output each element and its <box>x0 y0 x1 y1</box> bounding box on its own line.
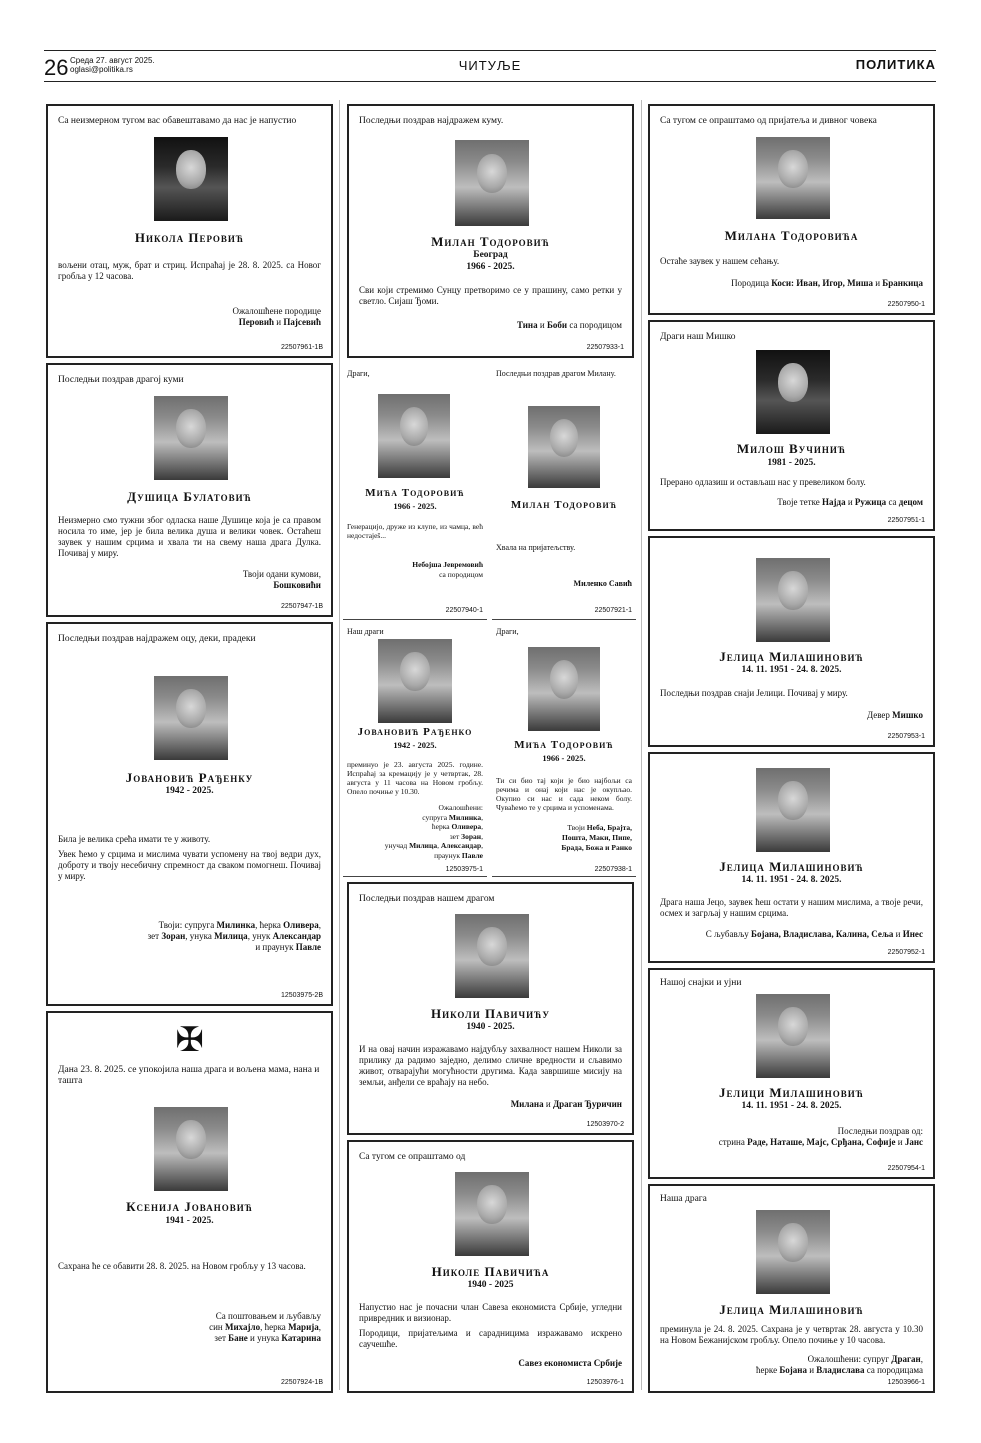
obituary-signature <box>706 929 923 940</box>
page-header <box>44 50 936 82</box>
obituary-jovanovic-radjenko-2 <box>343 623 487 877</box>
newspaper-logo: ПОЛИТИКА <box>855 57 936 72</box>
ad-code: 12503976-1 <box>586 1379 624 1386</box>
obituary-intro: Драги, <box>347 369 370 378</box>
obituary-intro: Драги, <box>496 627 519 636</box>
ad-code: 22507953-1 <box>887 733 925 740</box>
life-years: 14. 11. 1951 - 24. 8. 2025. <box>741 665 842 675</box>
ad-code: 22507940-1 <box>445 607 483 614</box>
signature-family: Милинка <box>448 812 482 822</box>
signature-family: Раде, Наташе, Мајс, Срђана, Софије <box>747 1137 896 1147</box>
obituary-text: Ти си био тај који је био најбољи са речима и онај који нас је окупљао. Окупио си нас и сада неком болу. Чуваћемо те у срцима и успоменама. <box>496 776 632 812</box>
ad-code: 12503966-1 <box>887 1379 925 1386</box>
portrait-photo <box>154 396 228 480</box>
obituary-text: вољени отац, муж, брат и стриц. Испраћај је 28. 8. 2025. са Новог гробља у 12 часова. <box>58 260 321 281</box>
place: Београд <box>473 250 508 260</box>
signature-family: Оливера <box>283 920 319 930</box>
signature-line <box>756 1354 923 1365</box>
obituary-intro: Са тугом се опраштамо од пријатеља и дивног човека <box>660 116 877 126</box>
signature-text: и <box>806 1365 817 1375</box>
ad-code: 22507954-1 <box>887 1165 925 1172</box>
signature-text: ћерке <box>755 1365 780 1375</box>
obituary-ksenija-jovanovic <box>46 1011 333 1393</box>
signature-text: праунук <box>434 850 462 860</box>
obituary-intro: Последњи поздрав драгом Милану. <box>496 369 616 378</box>
signature-text: Твоји: супруга <box>158 920 217 930</box>
obituary-jelica-milasinovic <box>648 536 935 747</box>
signature-family: Бане <box>228 1333 248 1343</box>
signature-line: Ожалошћени: <box>438 803 483 812</box>
signature-text: и <box>537 320 547 330</box>
ad-code: 12503975-2В <box>280 992 323 999</box>
obituary-intro: Последњи поздрав најдражем куму. <box>359 116 504 126</box>
obituary-text: Неизмерно смо тужни због одласка наше Душице која је са правом носила то име, јер је била велика душа и велики човек. Остаћеш заувек у нашим срцима и хвала ти на свему наша драга Дулка. Почивај у миру. <box>58 515 321 558</box>
signature-text: , <box>481 822 483 831</box>
deceased-name: Јелица Милашиновић <box>719 649 864 664</box>
life-years: 1966 - 2025. <box>466 262 515 272</box>
orthodox-cross-icon: ✠ <box>175 1020 204 1060</box>
signature-family: Поштa, Маки, Пипе, <box>561 833 632 842</box>
signature-text: и праунук <box>255 942 296 952</box>
signature-family: Небојша Јевремовић <box>412 560 483 569</box>
signature-line <box>385 832 483 842</box>
signature-text: , <box>481 812 483 822</box>
signature-line <box>561 833 632 843</box>
signature-text: зет <box>214 1333 229 1343</box>
signature-family: Павле <box>295 942 321 952</box>
life-years: 1940 - 2025 <box>467 1280 514 1290</box>
signature-text: зет <box>147 931 162 941</box>
obituary-intro: Са неизмерном тугом вас обавештавамо да нас је напустио <box>58 116 297 126</box>
signature-text: и унука <box>247 1333 282 1343</box>
life-years: 1966 - 2025. <box>542 753 586 763</box>
obituary-text: Остаће заувек у нашем сећању. <box>660 256 780 266</box>
signature-family: Бошковићи <box>273 580 321 590</box>
obituary-signature <box>756 1354 923 1376</box>
portrait-photo <box>528 406 600 488</box>
obituary-signature <box>232 306 321 328</box>
obituary-intro: Драги наш Мишко <box>660 332 736 342</box>
obituary-nikola-pavicic <box>347 882 634 1135</box>
life-years: 1942 - 2025. <box>165 786 214 796</box>
obituary-text: преминуо је 23. августа 2025. године. Испраћај за кремацију је у четвртак, 28. августа у 11 часова на Новом гробљу. Опело почиње у 10.30. <box>347 760 483 796</box>
obituary-signature <box>511 1099 622 1110</box>
signature-line: са породицом <box>439 570 483 579</box>
deceased-name: Јелица Милашиновић <box>719 1302 864 1317</box>
signature-text: и <box>845 497 855 507</box>
obituary-text: Напустио нас је почасни члан Савеза економиста Србије, угледни привредник и визионар. <box>359 1302 622 1323</box>
obituary-text: Била је велика срећа имати те у животу. <box>58 834 211 844</box>
obituary-intro: Нашој снајки и ујни <box>660 978 742 988</box>
portrait-photo <box>455 140 529 226</box>
signature-family: Миленко Савић <box>573 579 632 588</box>
obituary-signature <box>243 569 321 591</box>
signature-text: Породица <box>731 278 772 288</box>
portrait-photo <box>756 994 830 1078</box>
portrait-photo <box>378 394 450 478</box>
signature-family: Мишко <box>892 710 923 720</box>
deceased-name: Милана Тодоровића <box>724 228 859 243</box>
obituary-jelica-milasinovic-3 <box>648 1184 935 1393</box>
obituary-signature <box>412 560 483 580</box>
signature-family: Ружица <box>854 497 887 507</box>
signature-line: Последњи поздрав од: <box>837 1126 923 1136</box>
signature-family: Тина <box>516 320 538 330</box>
signature-text: , <box>920 1354 923 1364</box>
signature-family: Зоран <box>161 931 186 941</box>
signature-line <box>385 841 483 851</box>
signature-text: унучад <box>384 841 410 850</box>
column-divider <box>339 100 340 1390</box>
deceased-name: Милан Тодоровић <box>510 499 618 511</box>
signature-family: децом <box>898 497 923 507</box>
deceased-name: Мића Тодоровић <box>365 487 465 499</box>
life-years: 1966 - 2025. <box>393 501 437 511</box>
signature-family: Најда <box>822 497 846 507</box>
signature-text: , ћерка <box>260 1322 289 1332</box>
obituary-milan-todorovic <box>347 104 634 358</box>
ad-code: 22507933-1 <box>586 344 624 351</box>
portrait-photo <box>528 647 600 731</box>
signature-text: , унук <box>247 931 273 941</box>
signature-family: Катарина <box>281 1333 321 1343</box>
signature-text: , <box>318 1322 321 1332</box>
obituary-milos-vucinic <box>648 320 935 531</box>
signature-text: са породицама <box>864 1365 923 1375</box>
signature-family: Боби <box>546 320 568 330</box>
signature-line <box>756 1365 923 1376</box>
signature-line: Са поштовањем и љубављу <box>215 1311 321 1321</box>
obituary-text: Драга наша Јецо, заувек ћеш остати у нашим мислима, а твоје речи, осмех и загрљај у нашим срцима. <box>660 897 923 918</box>
portrait-photo <box>378 639 452 723</box>
signature-family: Драган <box>891 1354 921 1364</box>
obituary-text: Сви који стремимо Сунцу претворимо се у прашину, само ретки у светло. Сијаш Ђоми. <box>359 285 622 306</box>
signature-text: Девер <box>866 710 893 720</box>
signature-joiner: и <box>274 317 284 327</box>
obituary-signature <box>385 803 483 860</box>
signature-line <box>148 942 321 953</box>
signature-line: Твоји одани кумови, <box>242 569 321 579</box>
signature-text: С љубављу <box>705 929 752 939</box>
portrait-photo <box>756 350 830 434</box>
obituary-text: Сахрана ће се обавити 28. 8. 2025. на Новом гробљу у 13 часова. <box>58 1261 306 1271</box>
signature-family: Неба, Брајта, <box>586 823 632 832</box>
signature-family: Зоран <box>461 831 482 841</box>
obituary-text: Увек ћемо у срцима и мислима чувати успомену на твој ведри дух, доброту и твоју несебичну спремност да сваком помогнеш. Почивај у миру. <box>58 849 321 881</box>
portrait-photo <box>455 914 529 998</box>
obituary-text: И на овај начин изражавамо најдубљу захвалност нашем Николи за прилику да радимо заједно, делимо сличне вредности и сљавимо живот, отварајући могућности другима. Када завршише мисију на земљи, анђели се враћају на небо. <box>359 1044 622 1087</box>
signature-text: син <box>209 1322 225 1332</box>
ad-code: 22507924-1В <box>280 1379 323 1386</box>
obituary-signature <box>148 920 321 953</box>
page-number: 26 <box>44 55 69 80</box>
signature-family: Коси: Иван, Игор, Миша <box>771 278 873 288</box>
signature-family: Пајсевић <box>283 317 321 327</box>
obituary-intro: Наша драга <box>660 1194 707 1204</box>
deceased-name: Душица Булатовић <box>127 489 252 504</box>
obituary-mica-todorovic <box>343 364 487 620</box>
deceased-name: Јелици Милашиновић <box>719 1085 864 1100</box>
obituary-jelici-milasinovic <box>648 968 935 1179</box>
deceased-name: Јовановић Рађенку <box>125 770 254 785</box>
portrait-photo <box>154 1107 228 1191</box>
signature-family: Милица <box>214 931 248 941</box>
portrait-photo <box>756 137 830 219</box>
ad-code: 22507951-1 <box>887 517 925 524</box>
signature-line <box>385 813 483 823</box>
portrait-photo <box>756 768 830 852</box>
portrait-photo <box>756 1210 830 1294</box>
obituary-intro: Наш драги <box>347 627 384 636</box>
obituary-signature <box>209 1311 321 1344</box>
signature-text: са <box>886 497 899 507</box>
obituary-text: Породици, пријатељима и сарадницима изражавамо искрено саучешће. <box>359 1328 622 1349</box>
signature-line <box>148 920 321 931</box>
signature-text: , <box>318 920 321 930</box>
deceased-name: Јовановић Рађенко <box>357 726 473 738</box>
obituary-text: Генерацијо, друже из клупе, из чамца, већ недостаješ... <box>347 522 483 540</box>
obituary-text: преминула је 24. 8. 2025. Сахрана је у четвртак 28. августа у 10.30 на Новом Бежанијском гробљу. Опело почиње у 10 часова. <box>660 1324 923 1345</box>
signature-family: Александар <box>440 841 482 850</box>
portrait-photo <box>756 558 830 642</box>
signature-family: Милица <box>409 841 438 850</box>
signature-text: Твоје тетке <box>777 497 823 507</box>
life-years: 1940 - 2025. <box>466 1022 515 1032</box>
signature-text: , унука <box>185 931 215 941</box>
obituary-signature <box>561 823 632 853</box>
ad-code: 22507921-1 <box>594 607 632 614</box>
obituary-mica-todorovic-2 <box>492 623 636 877</box>
signature-text: зет <box>449 831 462 841</box>
portrait-photo <box>154 137 228 221</box>
obituary-intro: Последњи поздрав нашем драгом <box>359 894 495 904</box>
signature-family: Оливера <box>451 822 482 831</box>
obituary-signature <box>517 320 622 331</box>
life-years: 14. 11. 1951 - 24. 8. 2025. <box>741 1101 842 1111</box>
life-years: 1941 - 2025. <box>165 1216 214 1226</box>
signature-text: и <box>895 1137 905 1147</box>
ad-code: 22507947-1В <box>280 603 323 610</box>
obituary-signature <box>731 278 923 289</box>
deceased-name: Никола Перовић <box>134 230 245 245</box>
signature-text: са породицом <box>567 320 622 330</box>
deceased-name: Јелица Милашиновић <box>719 859 864 874</box>
signature-text: и <box>872 278 883 288</box>
obituary-signature <box>867 710 923 721</box>
obituary-signature <box>719 1126 923 1148</box>
issue-date-text: Среда 27. август 2025. <box>70 56 155 65</box>
obituary-text: Прерано одлазиш и остављаш нас у превеликом болу. <box>660 477 866 487</box>
signature-line <box>412 560 483 570</box>
signature-family: Милана <box>510 1099 544 1109</box>
section-title: ЧИТУЉЕ <box>458 58 522 73</box>
ad-code: 12503975-1 <box>445 866 483 873</box>
signature-line <box>385 851 483 861</box>
signature-text: и <box>543 1099 553 1109</box>
obituary-jelica-milasinovic-2 <box>648 752 935 963</box>
obituary-bulatovic <box>46 363 333 617</box>
signature-text: , <box>481 831 483 841</box>
obituary-milan-todorovic-2 <box>492 364 636 620</box>
obituary-signature <box>518 1358 622 1369</box>
signature-line: Ожалошћене породице <box>232 306 321 316</box>
contact-email[interactable]: oglasi@politika.rs <box>70 65 133 74</box>
ad-code: 22507961-1В <box>280 344 323 351</box>
signature-family: Инес <box>902 929 923 939</box>
signature-text: Ожалошћени: супруг <box>807 1354 892 1364</box>
obituary-signature <box>777 497 923 508</box>
signature-family: Јанс <box>904 1137 923 1147</box>
deceased-name: Ксенија Јовановић <box>126 1199 253 1214</box>
signature-line <box>561 823 632 833</box>
ad-code: 12503970-2 <box>586 1121 624 1128</box>
signature-family: Александар <box>272 931 321 941</box>
signature-line <box>232 317 321 328</box>
signature-family: Перовић <box>238 317 275 327</box>
signature-family: Михајло <box>224 1322 261 1332</box>
ad-code: 22507938-1 <box>594 866 632 873</box>
signature-text: и <box>893 929 903 939</box>
signature-family: Владислава <box>816 1365 865 1375</box>
signature-text: , <box>437 841 441 850</box>
obituary-nikola-pavicic-2 <box>347 1140 634 1393</box>
deceased-name: Николи Павичићу <box>431 1006 550 1021</box>
portrait-photo <box>455 1172 529 1256</box>
signature-text: Твоји <box>567 823 587 832</box>
signature-text: стрина <box>718 1137 748 1147</box>
ad-code: 22507950-1 <box>887 301 925 308</box>
signature-family: Савез економиста Србије <box>518 1358 622 1368</box>
signature-line <box>209 1322 321 1333</box>
obituary-text: Хвала на пријатељству. <box>496 543 576 552</box>
signature-text: , ћерка <box>255 920 284 930</box>
signature-line <box>209 1333 321 1344</box>
column-divider <box>641 100 642 1390</box>
portrait-photo <box>154 676 228 760</box>
signature-text: ћерка <box>431 822 452 831</box>
signature-family: Марија <box>288 1322 319 1332</box>
signature-family: Брада, Божа и Ранко <box>561 843 632 852</box>
signature-family: Драган Ђуричин <box>552 1099 622 1109</box>
obituary-intro: Последњи поздрав најдражем оцу, деки, прадеки <box>58 634 256 644</box>
obituary-milana-todorovica <box>648 104 935 315</box>
obituary-intro: Са тугом се опраштамо од <box>359 1152 466 1162</box>
obituary-perovic <box>46 104 333 358</box>
deceased-name: Николе Павичића <box>431 1264 550 1279</box>
signature-family: Бојана, Владислава, Калина, Сеља <box>751 929 894 939</box>
obituary-text: Последњи поздрав снаји Јелици. Почивај у миру. <box>660 688 848 698</box>
signature-text: супруга <box>422 812 449 822</box>
signature-line <box>148 931 321 942</box>
life-years: 1981 - 2025. <box>767 458 816 468</box>
signature-line <box>243 580 321 591</box>
ad-code: 22507952-1 <box>887 949 925 956</box>
signature-family: Бојана <box>779 1365 807 1375</box>
obituary-jovanovic-radjenko <box>46 622 333 1006</box>
life-years: 14. 11. 1951 - 24. 8. 2025. <box>741 875 842 885</box>
signature-text: , <box>481 841 483 850</box>
life-years: 1942 - 2025. <box>393 740 437 750</box>
deceased-name: Милан Тодоровић <box>431 234 550 249</box>
obituary-intro: Дана 23. 8. 2025. се упокојила наша драга и вољена мама, нана и ташта <box>58 1065 320 1086</box>
signature-line <box>385 822 483 832</box>
signature-family: Милинка <box>216 920 256 930</box>
obituary-signature <box>574 578 632 589</box>
signature-family: Павле <box>461 850 483 860</box>
signature-line <box>719 1137 923 1148</box>
deceased-name: Милош Вучинић <box>736 441 847 456</box>
obituary-intro: Последњи поздрав драгој куми <box>58 375 184 385</box>
deceased-name: Мића Тодоровић <box>514 739 614 751</box>
signature-line <box>561 843 632 853</box>
signature-family: Бранкица <box>882 278 923 288</box>
